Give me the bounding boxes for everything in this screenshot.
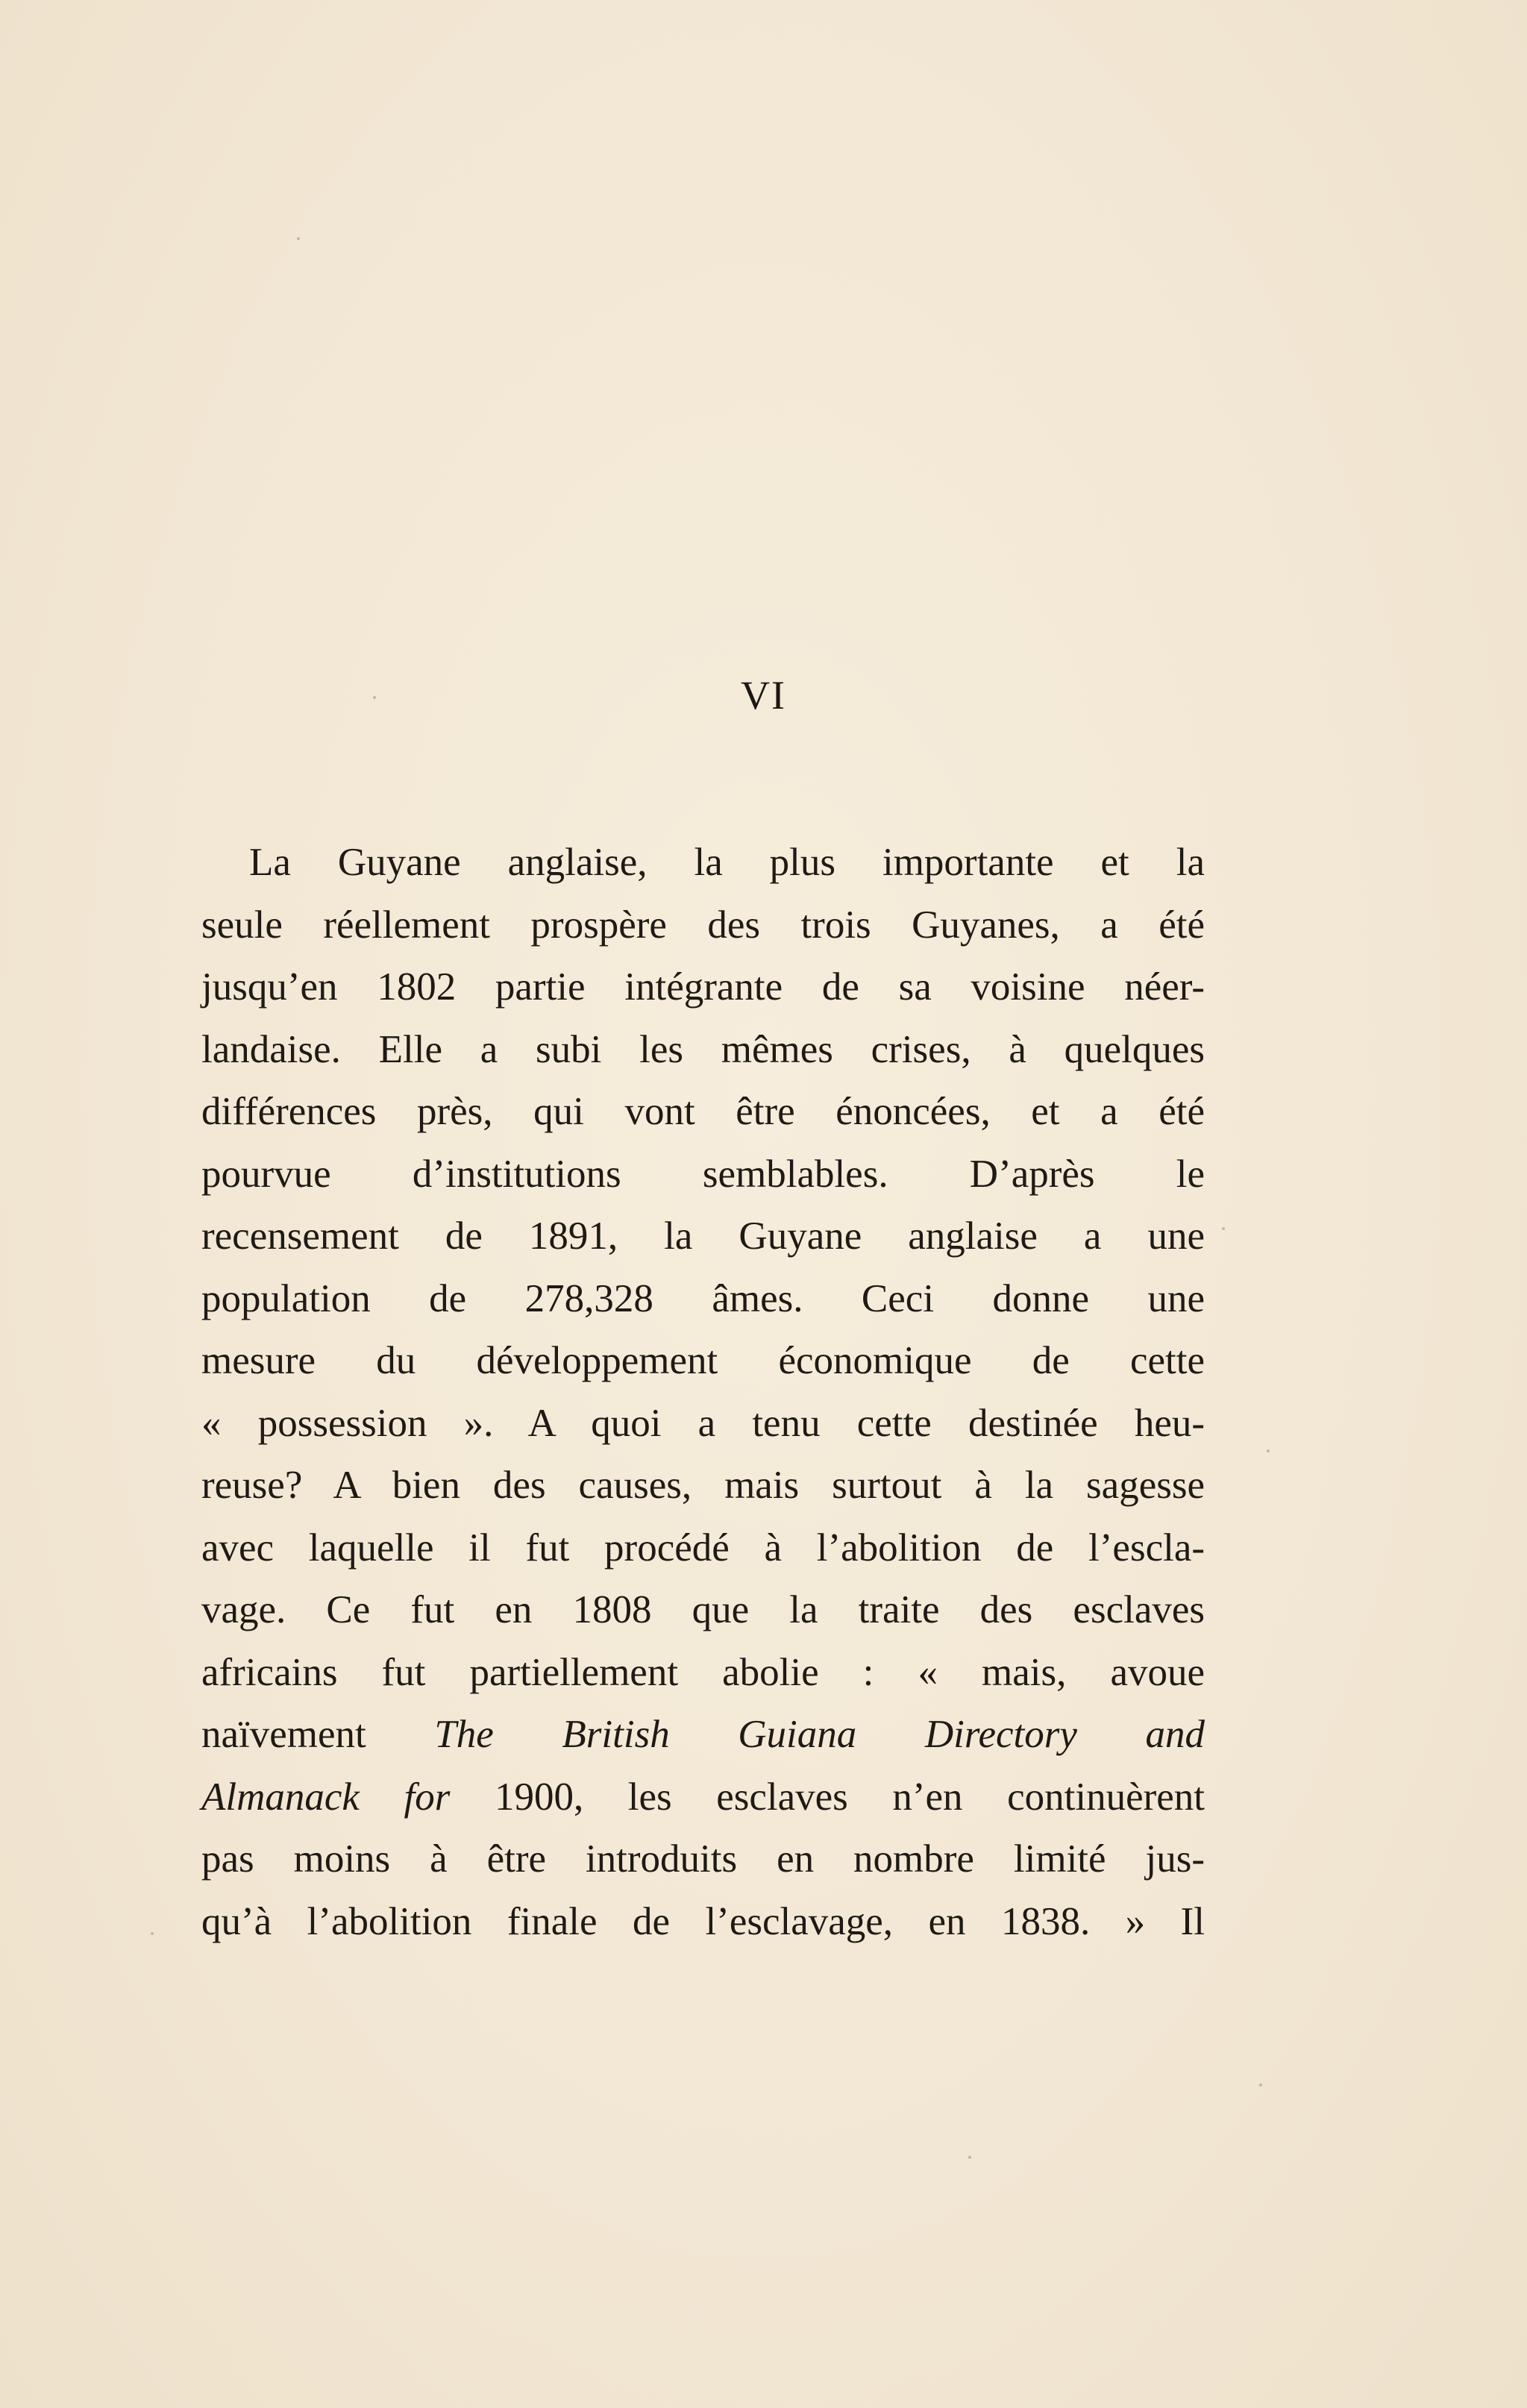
paper-speck bbox=[297, 237, 300, 240]
text-line: seule réellement prospère des trois Guyanes, a été bbox=[201, 903, 1205, 947]
paper-speck bbox=[1222, 1227, 1225, 1230]
book-title-italic: The British Guiana Directory and bbox=[434, 1713, 1205, 1756]
paper-speck bbox=[1259, 2084, 1262, 2086]
paper-speck bbox=[968, 2156, 971, 2159]
text-line: recensement de 1891, la Guyane anglaise a une bbox=[201, 1214, 1205, 1258]
paper-speck bbox=[373, 696, 376, 699]
text-line-mixed bbox=[201, 1704, 1205, 1766]
text-line: jusqu’en 1802 partie intégrante de sa voisine néer- bbox=[201, 965, 1205, 1009]
text-line: pas moins à être introduits en nombre limité jus- bbox=[201, 1837, 1205, 1881]
text-line: vage. Ce fut en 1808 que la traite des esclaves bbox=[201, 1588, 1205, 1631]
text-line: landaise. Elle a subi les mêmes crises, à quelques bbox=[201, 1027, 1205, 1071]
text-line: population de 278,328 âmes. Ceci donne une bbox=[201, 1276, 1205, 1320]
text-line: qu’à l’abolition finale de l’esclavage, en 1838. » Il bbox=[201, 1899, 1205, 1943]
text-line: La Guyane anglaise, la plus importante et la bbox=[249, 841, 1205, 884]
text-line: reuse? A bien des causes, mais surtout à la sagesse bbox=[201, 1464, 1205, 1507]
paper-speck bbox=[1267, 1449, 1270, 1452]
text-line: africains fut partiellement abolie : « mais, avoue bbox=[201, 1650, 1205, 1694]
text-segment: 1900, les esclaves n’en continuèrent bbox=[494, 1775, 1205, 1819]
text-line: « possession ». A quoi a tenu cette destinée heu- bbox=[201, 1401, 1205, 1445]
paragraph bbox=[201, 832, 1205, 1953]
text-line: avec laquelle il fut procédé à l’abolition de l’escla- bbox=[201, 1526, 1205, 1570]
text-line: pourvue d’institutions semblables. D’après le bbox=[201, 1152, 1205, 1196]
paper-speck bbox=[151, 1932, 154, 1935]
book-title-italic: Almanack for bbox=[201, 1775, 451, 1819]
text-line: mesure du développement économique de cette bbox=[201, 1339, 1205, 1382]
text-segment: naïvement bbox=[201, 1713, 366, 1756]
text-line: différences près, qui vont être énoncées, et a été bbox=[201, 1090, 1205, 1133]
chapter-number: VI bbox=[741, 673, 786, 718]
text-line-mixed bbox=[201, 1766, 1205, 1829]
